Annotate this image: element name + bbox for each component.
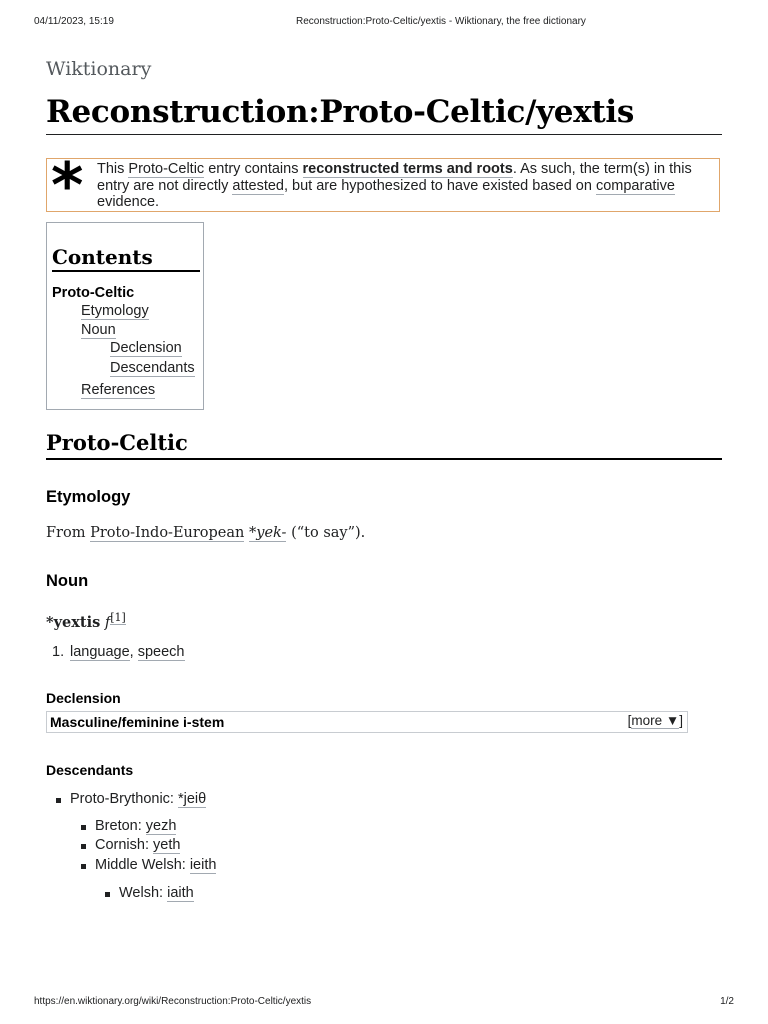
gender: f [104,614,111,631]
descendant-lang: Cornish: [95,837,154,853]
notice-text-part: , but are hypothesized to have existed based on [284,177,596,194]
toc-item-declension[interactable]: Declension [110,340,182,356]
bullet-marker [105,892,110,897]
page-title: Reconstruction:Proto-Celtic/yextis [46,94,722,135]
print-doc-title: Reconstruction:Proto-Celtic/yextis - Wiktionary, the free dictionary [296,16,586,27]
descendant-word-link[interactable]: ieith [189,857,217,873]
notice-text [97,161,711,211]
sense-number: 1. [52,644,65,660]
etymology-heading: Etymology [46,488,131,506]
descendants-heading: Descendants [46,762,134,778]
notice-text-part: entry contains [204,161,303,177]
descendant-breton [95,818,176,834]
site-brand[interactable]: Wiktionary [46,58,152,80]
toc-title: Contents [52,245,200,272]
descendant-proto-brythonic [70,791,206,807]
comparative-link[interactable]: comparative [595,177,675,194]
attested-link[interactable]: attested [232,177,284,194]
headword-line [46,610,126,631]
noun-heading: Noun [46,572,89,590]
etymology-text [46,525,365,541]
sense-separator: , [129,644,138,660]
print-page-number: 1/2 [720,996,734,1007]
descendant-lang: Welsh: [119,885,168,901]
descendant-lang: Middle Welsh: [95,857,190,873]
reference-link[interactable]: [1] [110,611,126,624]
toc-item-descendants[interactable]: Descendants [110,360,195,376]
descendant-word-link[interactable]: iaith [167,885,194,901]
descendant-lang: Breton: [95,818,146,834]
declension-table[interactable] [46,711,688,733]
descendant-word-link[interactable]: *jeiθ [178,791,207,807]
table-of-contents [46,222,204,410]
pie-link[interactable]: Proto-Indo-European [90,525,245,541]
root-link[interactable]: *yek- [249,525,287,541]
proto-celtic-link[interactable]: Proto-Celtic [128,161,205,177]
notice-text-part: . As such, the term(s) in this entry are not directly [97,161,692,194]
toc-item-proto-celtic[interactable]: Proto-Celtic [52,285,135,301]
notice-text-part: evidence. [97,194,160,210]
bullet-marker [56,798,61,803]
etymology-from: From [46,525,91,541]
print-url: https://en.wiktionary.org/wiki/Reconstruction:Proto-Celtic/yextis [34,996,312,1007]
more-toggle[interactable] [628,713,683,728]
bullet-marker [81,844,86,849]
asterisk-icon: * [51,149,84,222]
more-bracket: [ [627,713,632,728]
declension-table-title: Masculine/feminine i-stem [50,714,225,730]
more-button[interactable]: more ▼ [631,713,680,728]
reconstructed-terms-link[interactable]: reconstructed terms and roots [302,161,513,177]
toc-item-references[interactable]: References [81,382,156,398]
sense-1 [70,644,185,660]
print-datetime: 04/11/2023, 15:19 [34,16,114,27]
language-link[interactable]: language [70,644,130,660]
bullet-marker [81,864,86,869]
more-bracket: ] [679,713,683,728]
reconstruction-notice [46,149,720,222]
descendant-welsh [119,885,194,901]
headword: *yextis [46,613,101,631]
descendant-lang: Proto-Brythonic: [70,791,178,807]
toc-item-etymology[interactable]: Etymology [81,303,149,319]
descendant-word-link[interactable]: yeth [153,837,181,853]
declension-heading: Declension [46,690,121,706]
descendant-cornish [95,837,180,853]
descendant-word-link[interactable]: yezh [145,818,177,834]
bullet-marker [81,825,86,830]
toc-item-noun[interactable]: Noun [81,322,116,338]
etymology-gloss: (“to say”). [286,525,366,541]
descendant-middle-welsh [95,857,216,873]
speech-link[interactable]: speech [137,644,185,660]
notice-text-part: This [97,161,129,177]
language-heading: Proto-Celtic [46,430,722,460]
